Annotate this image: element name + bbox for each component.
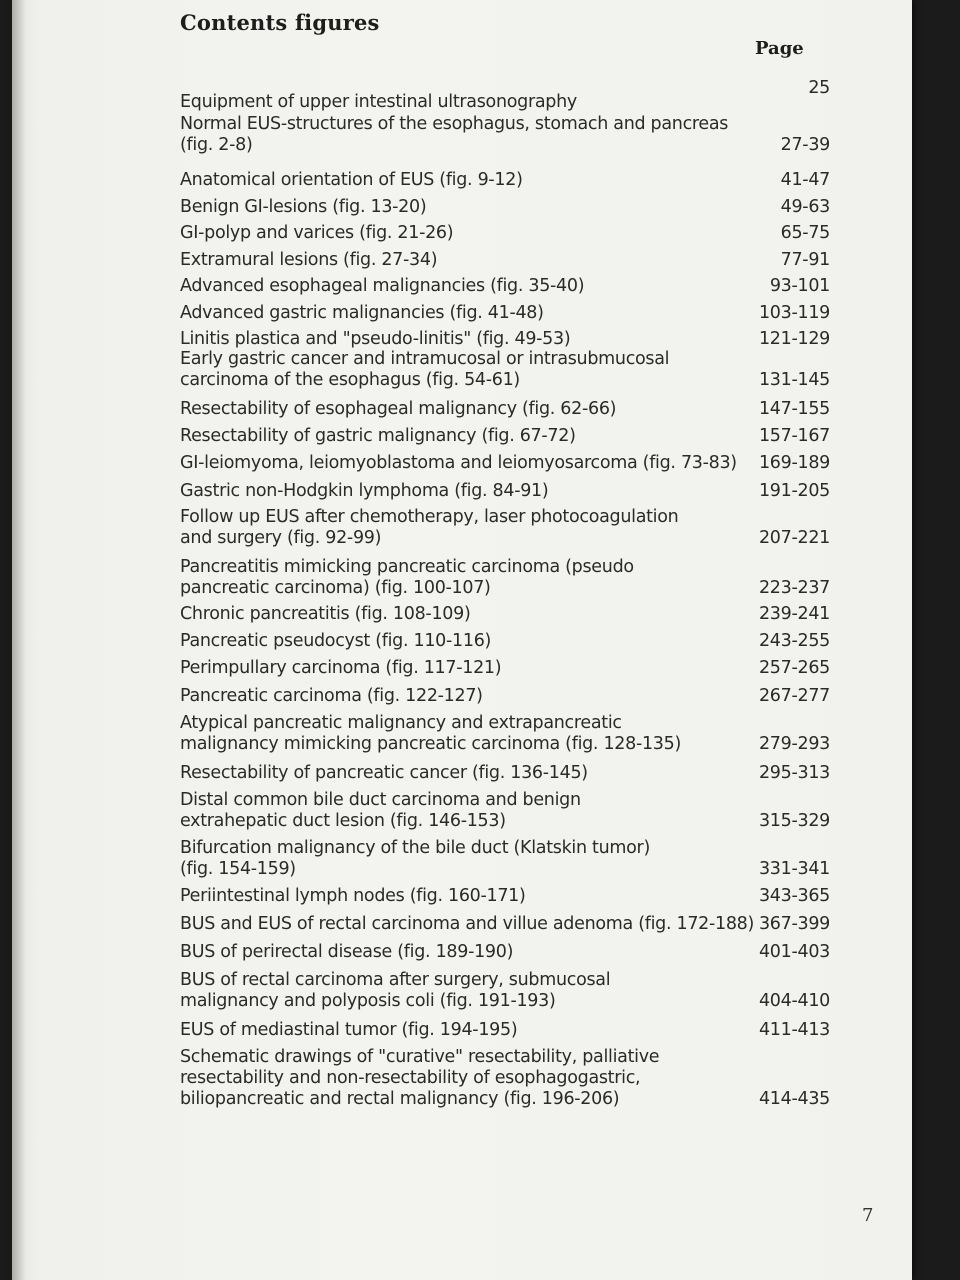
- toc-entry-pages: 367-399: [758, 914, 830, 934]
- toc-entry: [180, 763, 830, 784]
- toc-entry-title: GI-leiomyoma, leiomyoblastoma and leiomyosarcoma (fig. 73-83): [180, 453, 737, 473]
- toc-entry-title: Early gastric cancer and intramucosal or intrasubmucosal carcinoma of the esophagus (fig. 54-61): [180, 349, 670, 390]
- toc-entry: [180, 78, 830, 113]
- toc-entry-title: Pancreatic carcinoma (fig. 122-127): [180, 686, 483, 706]
- toc-entry-pages: 401-403: [758, 942, 830, 962]
- page-number: 7: [862, 1205, 874, 1226]
- toc-entry-pages: 243-255: [758, 631, 830, 651]
- toc-entry: [180, 713, 830, 755]
- toc-entry: [180, 223, 830, 244]
- toc-entry-title: GI-polyp and varices (fig. 21-26): [180, 223, 454, 243]
- toc-entry-pages: 93-101: [769, 276, 830, 296]
- toc-entry-pages: 25: [808, 78, 830, 98]
- toc-entry: [180, 329, 830, 350]
- toc-entry-pages: 414-435: [758, 1089, 830, 1109]
- toc-entry-title: Advanced gastric malignancies (fig. 41-48): [180, 303, 544, 323]
- toc-entry: [180, 114, 830, 156]
- toc-entry-pages: 404-410: [758, 991, 830, 1011]
- toc-entry-title: Atypical pancreatic malignancy and extrapancreatic malignancy mimicking pancreatic carcinoma (fig. 128-135): [180, 713, 682, 754]
- toc-entry-pages: 411-413: [758, 1020, 830, 1040]
- toc-entry-title: Pancreatitis mimicking pancreatic carcinoma (pseudo pancreatic carcinoma) (fig. 100-107): [180, 557, 634, 598]
- toc-entry-title: Pancreatic pseudocyst (fig. 110-116): [180, 631, 492, 651]
- toc-entry: [180, 838, 830, 880]
- toc-entry-title: Perimpullary carcinoma (fig. 117-121): [180, 658, 502, 678]
- toc-entry-pages: 239-241: [758, 604, 830, 624]
- toc-entry-pages: 49-63: [780, 197, 830, 217]
- toc-entry: [180, 453, 830, 474]
- toc-entry: [180, 886, 830, 907]
- toc-entry-pages: 191-205: [758, 481, 830, 501]
- toc-entry-title: Linitis plastica and "pseudo-linitis" (fig. 49-53): [180, 329, 571, 349]
- toc-entry: [180, 507, 830, 549]
- toc-entry-title: Extramural lesions (fig. 27-34): [180, 250, 438, 270]
- toc-entry: [180, 604, 830, 625]
- toc-entry: [180, 686, 830, 707]
- toc-entry-title: EUS of mediastinal tumor (fig. 194-195): [180, 1020, 518, 1040]
- toc-entry: [180, 914, 830, 935]
- toc-entry-title: Normal EUS-structures of the esophagus, stomach and pancreas (fig. 2-8): [180, 114, 729, 155]
- toc-entry: [180, 557, 830, 599]
- toc-entry: [180, 426, 830, 447]
- toc-entry-pages: 257-265: [758, 658, 830, 678]
- toc-entry-pages: 207-221: [758, 528, 830, 548]
- toc-entry: [180, 399, 830, 420]
- toc-entry: [180, 1047, 830, 1110]
- toc-entry-pages: 157-167: [758, 426, 830, 446]
- toc-entry: [180, 303, 830, 324]
- toc-entry-pages: 77-91: [780, 250, 830, 270]
- toc-entry-title: BUS of rectal carcinoma after surgery, submucosal malignancy and polyposis coli (fig. 191-193): [180, 970, 611, 1011]
- toc-entry-title: Equipment of upper intestinal ultrasonography: [180, 92, 577, 112]
- toc-entry-title: Gastric non-Hodgkin lymphoma (fig. 84-91): [180, 481, 549, 501]
- toc-entry-pages: 103-119: [758, 303, 830, 323]
- toc-entry-title: Follow up EUS after chemotherapy, laser photocoagulation and surgery (fig. 92-99): [180, 507, 679, 548]
- toc-entry: [180, 631, 830, 652]
- toc-entry-pages: 267-277: [758, 686, 830, 706]
- toc-entry-pages: 343-365: [758, 886, 830, 906]
- toc-entry: [180, 481, 830, 502]
- book-page: [12, 0, 912, 1280]
- toc-entry-title: Advanced esophageal malignancies (fig. 35-40): [180, 276, 585, 296]
- toc-entry-title: Anatomical orientation of EUS (fig. 9-12): [180, 170, 523, 190]
- toc-entry: [180, 197, 830, 218]
- toc-entry-title: Bifurcation malignancy of the bile duct (Klatskin tumor) (fig. 154-159): [180, 838, 650, 879]
- toc-entry-pages: 223-237: [758, 578, 830, 598]
- toc-entry-pages: 121-129: [758, 329, 830, 349]
- toc-entry-title: Resectability of pancreatic cancer (fig. 136-145): [180, 763, 588, 783]
- toc-entry-pages: 169-189: [758, 453, 830, 473]
- toc-entry-pages: 147-155: [758, 399, 830, 419]
- toc-entry-title: Periintestinal lymph nodes (fig. 160-171): [180, 886, 526, 906]
- toc-entry-title: BUS and EUS of rectal carcinoma and villue adenoma (fig. 172-188): [180, 914, 755, 934]
- toc-entry-title: Chronic pancreatitis (fig. 108-109): [180, 604, 471, 624]
- toc-entry-title: Resectability of gastric malignancy (fig. 67-72): [180, 426, 576, 446]
- toc-entry-pages: 41-47: [780, 170, 830, 190]
- toc-entry: [180, 942, 830, 963]
- toc-entry: [180, 658, 830, 679]
- toc-entry-title: Schematic drawings of "curative" resectability, palliative resectability and non-resectability of esophagogastric, biliopancreatic and rectal malignancy (fig. 196-206): [180, 1047, 660, 1109]
- toc-entry: [180, 170, 830, 191]
- toc-entry: [180, 1020, 830, 1041]
- toc-entry-title: Benign GI-lesions (fig. 13-20): [180, 197, 427, 217]
- toc-entry: [180, 276, 830, 297]
- contents-heading: Contents figures: [180, 10, 380, 35]
- page-column-label: Page: [755, 38, 804, 59]
- toc-entry-pages: 65-75: [780, 223, 830, 243]
- toc-entry-title: Distal common bile duct carcinoma and benign extrahepatic duct lesion (fig. 146-153): [180, 790, 581, 831]
- toc-entry-title: Resectability of esophageal malignancy (fig. 62-66): [180, 399, 617, 419]
- toc-entry-pages: 27-39: [780, 135, 830, 155]
- toc-entry-pages: 279-293: [758, 734, 830, 754]
- toc-entry-pages: 331-341: [758, 859, 830, 879]
- toc-entry-pages: 131-145: [758, 370, 830, 390]
- toc-entry-pages: 315-329: [758, 811, 830, 831]
- toc-entry-pages: 295-313: [758, 763, 830, 783]
- toc-entry: [180, 970, 830, 1012]
- toc-entry: [180, 250, 830, 271]
- binding-shadow: [12, 0, 26, 1280]
- toc-entry: [180, 349, 830, 391]
- toc-entry-title: BUS of perirectal disease (fig. 189-190): [180, 942, 514, 962]
- toc-entry: [180, 790, 830, 832]
